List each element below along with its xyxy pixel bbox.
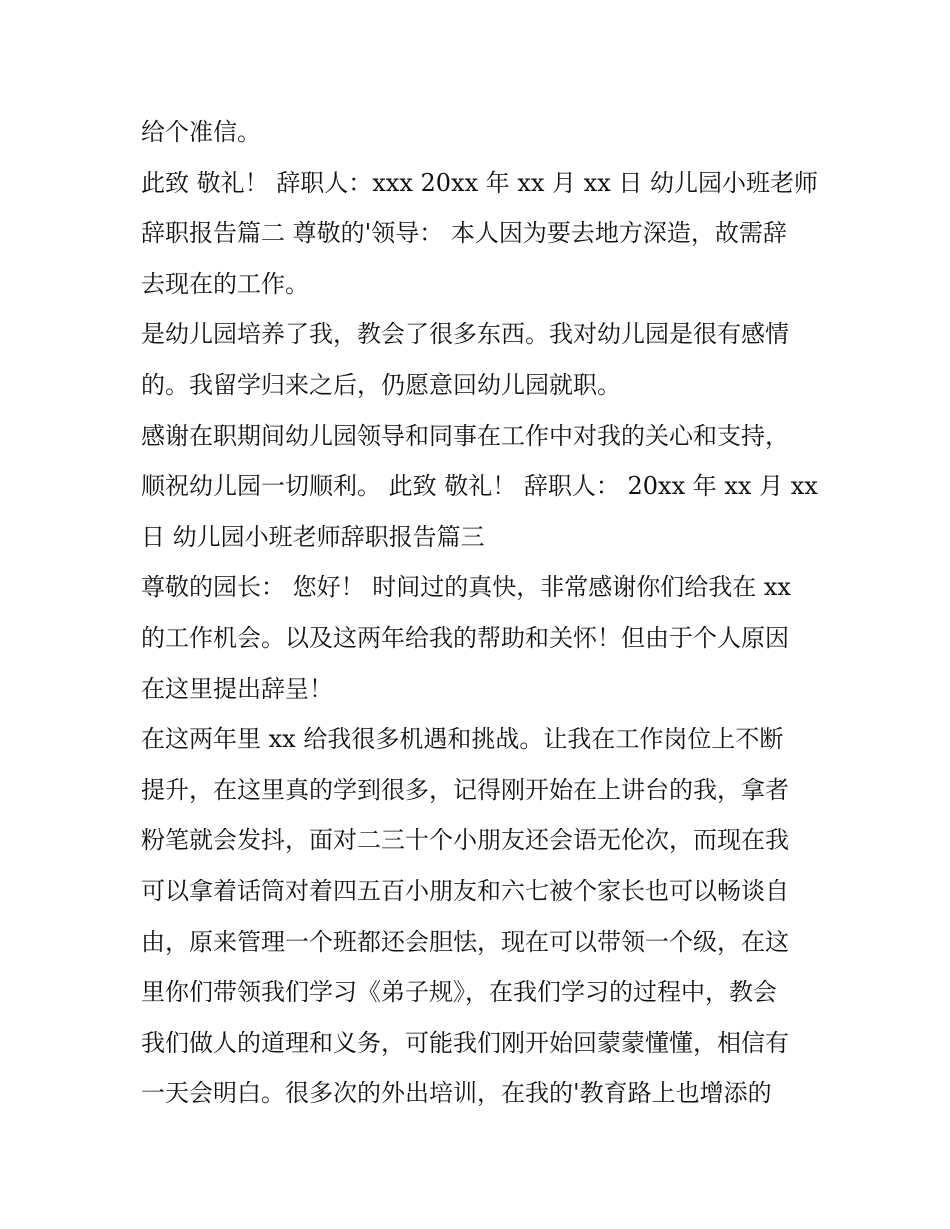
- text-line-18: 里你们带领我们学习《弟子规》，在我们学习的过程中，教会: [141, 978, 777, 1007]
- text-line-15: 粉笔就会发抖，面对二三十个小朋友还会语无伦次，而现在我: [141, 826, 789, 855]
- text-line-1: 给个准信。: [141, 118, 261, 146]
- text-line-10: 尊敬的园长： 您好！ 时间过的真快，非常感谢你们给我在 xx: [141, 573, 791, 602]
- text-line-5: 是幼儿园培养了我，教会了很多东西。我对幼儿园是很有感情: [141, 320, 789, 349]
- text-line-3: 辞职报告篇二 尊敬的'领导： 本人因为要去地方深造，故需辞: [141, 219, 787, 248]
- text-line-4: 去现在的工作。: [141, 269, 309, 298]
- text-line-9: 日 幼儿园小班老师辞职报告篇三: [141, 522, 485, 551]
- text-line-2: 此致 敬礼！ 辞职人：xxx 20xx 年 xx 月 xx 日 幼儿园小班老师: [141, 168, 819, 197]
- text-line-12: 在这里提出辞呈！: [141, 674, 333, 703]
- text-line-19: 我们做人的道理和义务，可能我们刚开始回蒙蒙懂懂，相信有: [141, 1028, 789, 1057]
- text-line-16: 可以拿着话筒对着四五百小朋友和六七被个家长也可以畅谈自: [141, 876, 789, 905]
- text-line-7: 感谢在职期间幼儿园领导和同事在工作中对我的关心和支持，: [141, 421, 789, 450]
- text-line-17: 由，原来管理一个班都还会胆怯，现在可以带领一个级，在这: [141, 927, 789, 956]
- text-line-20: 一天会明白。很多次的外出培训，在我的'教育路上也增添的: [141, 1079, 772, 1108]
- text-line-6: 的。我留学归来之后，仍愿意回幼儿园就职。: [141, 370, 621, 399]
- text-line-14: 提升，在这里真的学到很多，记得刚开始在上讲台的我，拿者: [141, 775, 789, 804]
- text-line-11: 的工作机会。以及这两年给我的帮助和关怀！但由于个人原因: [141, 623, 789, 652]
- text-line-13: 在这两年里 xx 给我很多机遇和挑战。让我在工作岗位上不断: [141, 725, 784, 754]
- body-text: [141, 107, 819, 1119]
- text-line-8: 顺祝幼儿园一切顺利。 此致 敬礼！ 辞职人： 20xx 年 xx 月 xx: [141, 472, 818, 501]
